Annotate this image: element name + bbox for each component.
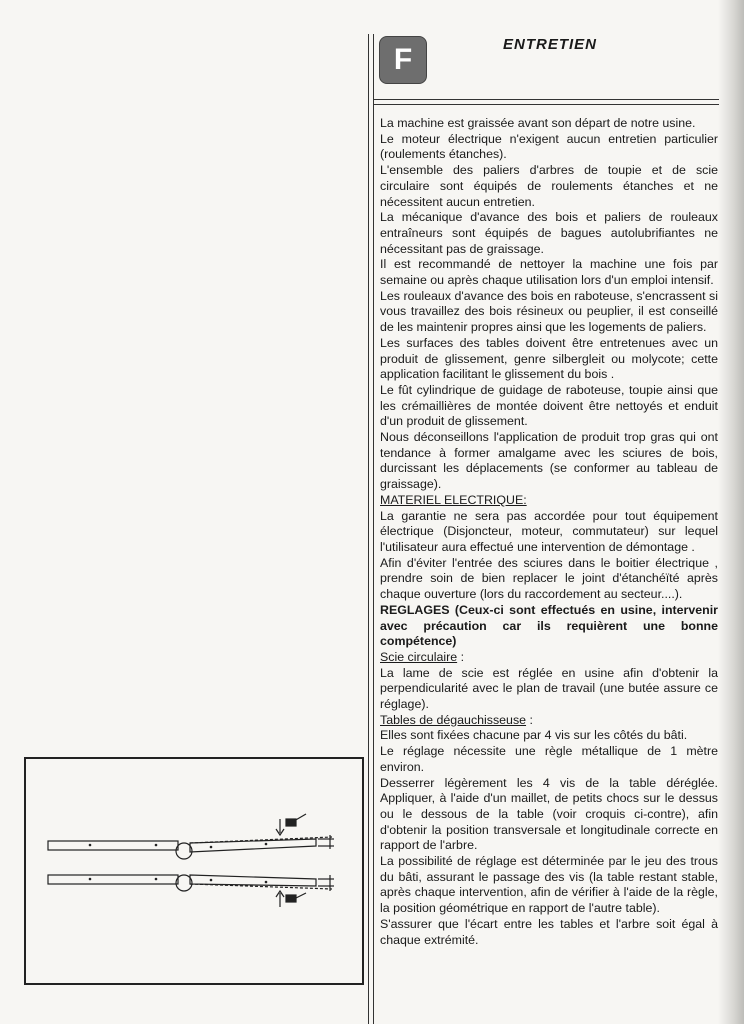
paragraph: Nous déconseillons l'application de produit trop gras qui ont tendance à former amalgame avec les sciures de bois, durcissant les déplacements (se conformer au tableau de graissage).	[380, 430, 718, 492]
mallet-top-icon	[276, 814, 306, 835]
paragraph: Le fût cylindrique de guidage de raboteuse, toupie ainsi que les crémaillières de montée doivent être nettoyés et enduit d'un produit de glissement.	[380, 382, 718, 429]
section-heading-reglages: REGLAGES (Ceux-ci sont effectués en usine, intervenir avec précaution car ils requièrent une bonne compétence)	[380, 602, 718, 649]
paragraph: Les surfaces des tables doivent être entretenues avec un produit de glissement, genre silbergleit ou molycote; cette application facilitant le glissement du bois .	[380, 335, 718, 382]
sketch-drawing	[26, 759, 362, 983]
infeed-table-upper	[48, 841, 178, 850]
paragraph: Il est recommandé de nettoyer la machine une fois par semaine ou après chaque utilisation lors d'un emploi intensif.	[380, 257, 718, 288]
paragraph: Desserrer légèrement les 4 vis de la table déréglée. Appliquer, à l'aide d'un maillet, de petits chocs sur le dessus ou le dessous de la table (voir croquis ci-contre), afin d'obtenir la position transversale et longitudinale correcte en rapport de l'arbre.	[380, 775, 718, 853]
subheading-tables: Tables de dégauchisseuse :	[380, 712, 533, 727]
header-rule-bottom	[374, 104, 719, 105]
paragraph: Les rouleaux d'avance des bois en raboteuse, s'encrassent si vous travaillez des bois résineux ou peuplier, il est conseillé de les maintenir propres ainsi que les logements de paliers.	[380, 288, 718, 335]
paragraph: La machine est graissée avant son départ de notre usine.	[380, 116, 696, 130]
paragraph: La possibilité de réglage est déterminée par le jeu des trous du bâti, assurant le passage des vis (la table restant stable, après chaque intervention, afin de vérifier à l'aide de la règle, la position géométrique en rapport de l'autre table).	[380, 854, 718, 916]
paragraph: S'assurer que l'écart entre les tables et l'arbre soit égal à chaque extrémité.	[380, 916, 718, 947]
outfeed-table-upper	[190, 839, 316, 852]
subheading-tables-label: Tables de dégauchisseuse	[380, 712, 527, 727]
paragraph: La mécanique d'avance des bois et paliers de rouleaux entraîneurs sont équipés de bagues autolubrifiantes ne nécessitant pas de graissage.	[380, 210, 718, 256]
subheading-scie-label: Scie circulaire	[380, 649, 458, 664]
paragraph: La lame de scie est réglée en usine afin d'obtenir la perpendicularité avec le plan de travail (une butée assure ce réglage).	[380, 665, 718, 712]
paragraph: Le réglage nécessite une règle métallique de 1 mètre environ.	[380, 744, 718, 774]
mallet-bottom-icon	[276, 891, 306, 907]
paragraph: L'ensemble des paliers d'arbres de toupie et de scie circulaire sont équipés de roulements étanches et ne nécessitent aucun entretien.	[380, 163, 718, 209]
table-adjustment-sketch	[24, 757, 364, 985]
maintenance-text	[380, 116, 718, 948]
outfeed-table-lower	[190, 875, 316, 886]
paragraph: La garantie ne sera pas accordée pour tout équipement électrique (Disjoncteur, moteur, commutateur) sur lequel l'utilisateur aura effectué une intervention de démontage .	[380, 508, 718, 554]
subheading-scie: Scie circulaire :	[380, 649, 465, 664]
header-rule-top	[374, 99, 719, 100]
section-heading-materiel: MATERIEL ELECTRIQUE:	[380, 492, 527, 507]
column-divider-right	[373, 34, 374, 1024]
page-edge-shadow	[718, 0, 744, 1024]
paragraph: Afin d'éviter l'entrée des sciures dans le boitier électrique , prendre soin de bien replacer le joint d'étanchéïté après chaque ouverture (lors du raccordement au secteur....).	[380, 555, 718, 602]
paragraph: Le moteur électrique n'exigent aucun entretien particulier (roulements étanches).	[380, 131, 718, 162]
paragraph: Elles sont fixées chacune par 4 vis sur les côtés du bâti.	[380, 728, 688, 743]
page-title: ENTRETIEN	[503, 36, 598, 53]
column-divider-left	[368, 34, 369, 1024]
infeed-table-lower	[48, 875, 178, 884]
language-badge: F	[379, 36, 427, 84]
